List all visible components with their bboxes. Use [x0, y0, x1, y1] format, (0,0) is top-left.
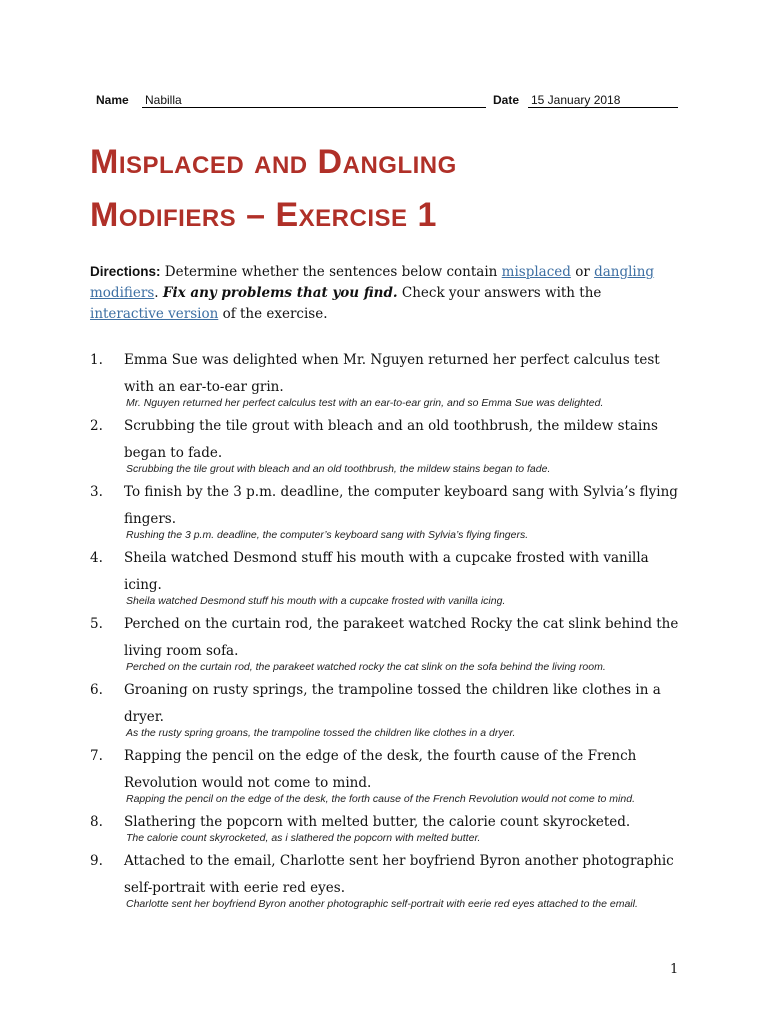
list-item	[90, 347, 690, 410]
item-sentence: Groaning on rusty springs, the trampoline tossed the children like clothes in a dryer.	[124, 682, 661, 725]
item-answer[interactable]: Rapping the pencil on the edge of the desk, the forth cause of the French Revolution would not come to mind.	[126, 793, 635, 805]
directions	[90, 261, 660, 325]
list-item	[90, 809, 690, 845]
misplaced-link[interactable]: misplaced	[501, 264, 571, 280]
directions-label: Directions:	[90, 264, 161, 279]
item-number: 7.	[90, 748, 103, 764]
directions-text: of the exercise.	[218, 306, 328, 322]
item-answer[interactable]: Scrubbing the tile grout with bleach and an old toothbrush, the mildew stains began to fade.	[126, 463, 551, 475]
directions-text: or	[570, 264, 595, 280]
title-line-2: Modifiers – Exercise 1	[90, 196, 437, 234]
item-sentence: Rapping the pencil on the edge of the desk, the fourth cause of the French Revolution would not come to mind.	[124, 748, 637, 791]
date-label: Date	[493, 93, 520, 107]
item-number: 4.	[90, 550, 103, 566]
list-item	[90, 677, 690, 740]
page-number: 1	[670, 962, 679, 977]
list-item	[90, 743, 690, 806]
item-answer[interactable]: The calorie count skyrocketed, as i slathered the popcorn with melted butter.	[126, 832, 481, 844]
item-sentence: Slathering the popcorn with melted butter, the calorie count skyrocketed.	[124, 814, 631, 830]
list-item	[90, 848, 690, 911]
item-number: 9.	[90, 853, 103, 869]
directions-text: Determine whether the sentences below contain	[160, 264, 502, 280]
item-number: 2.	[90, 418, 103, 434]
directions-emphasis: Fix any problems that you find.	[162, 285, 398, 301]
item-answer[interactable]: Perched on the curtain rod, the parakeet watched rocky the cat slink on the sofa behind the living room.	[126, 661, 606, 673]
interactive-version-link[interactable]: interactive version	[90, 306, 219, 322]
item-number: 3.	[90, 484, 103, 500]
header-row	[96, 93, 678, 113]
item-answer[interactable]: As the rusty spring groans, the trampoline tossed the children like clothes in a dryer.	[126, 727, 516, 739]
item-answer[interactable]: Rushing the 3 p.m. deadline, the computer’s keyboard sang with Sylvia’s flying fingers.	[126, 529, 529, 541]
list-item	[90, 611, 690, 674]
item-answer[interactable]: Charlotte sent her boyfriend Byron another photographic self-portrait with eerie red eyes attached to the email.	[126, 898, 638, 910]
item-number: 5.	[90, 616, 103, 632]
list-item	[90, 479, 690, 542]
dangling-modifiers-link[interactable]: dangling modifiers	[90, 264, 655, 301]
item-answer[interactable]: Sheila watched Desmond stuff his mouth with a cupcake frosted with vanilla icing.	[126, 595, 506, 607]
item-sentence: To finish by the 3 p.m. deadline, the computer keyboard sang with Sylvia’s flying fingers.	[124, 484, 678, 527]
item-sentence: Sheila watched Desmond stuff his mouth with a cupcake frosted with vanilla icing.	[124, 550, 649, 593]
date-field[interactable]: 15 January 2018	[528, 93, 678, 108]
item-sentence: Emma Sue was delighted when Mr. Nguyen returned her perfect calculus test with an ear-to-ear grin.	[124, 352, 660, 395]
item-number: 1.	[90, 352, 103, 368]
list-item	[90, 413, 690, 476]
directions-text: Check your answers with the	[397, 285, 602, 301]
exercise-list	[90, 347, 690, 914]
name-label: Name	[96, 93, 129, 107]
title-line-1: Misplaced and Dangling	[90, 143, 457, 181]
page-title	[90, 136, 710, 242]
item-number: 6.	[90, 682, 103, 698]
item-sentence: Scrubbing the tile grout with bleach and an old toothbrush, the mildew stains began to fade.	[124, 418, 658, 461]
directions-text: .	[154, 285, 163, 301]
item-sentence: Perched on the curtain rod, the parakeet watched Rocky the cat slink behind the living room sofa.	[124, 616, 679, 659]
item-answer[interactable]: Mr. Nguyen returned her perfect calculus test with an ear-to-ear grin, and so Emma Sue was delighted.	[126, 397, 604, 409]
list-item	[90, 545, 690, 608]
name-field[interactable]: Nabilla	[142, 93, 486, 108]
item-number: 8.	[90, 814, 103, 830]
item-sentence: Attached to the email, Charlotte sent her boyfriend Byron another photographic self-portrait with eerie red eyes.	[124, 853, 674, 896]
